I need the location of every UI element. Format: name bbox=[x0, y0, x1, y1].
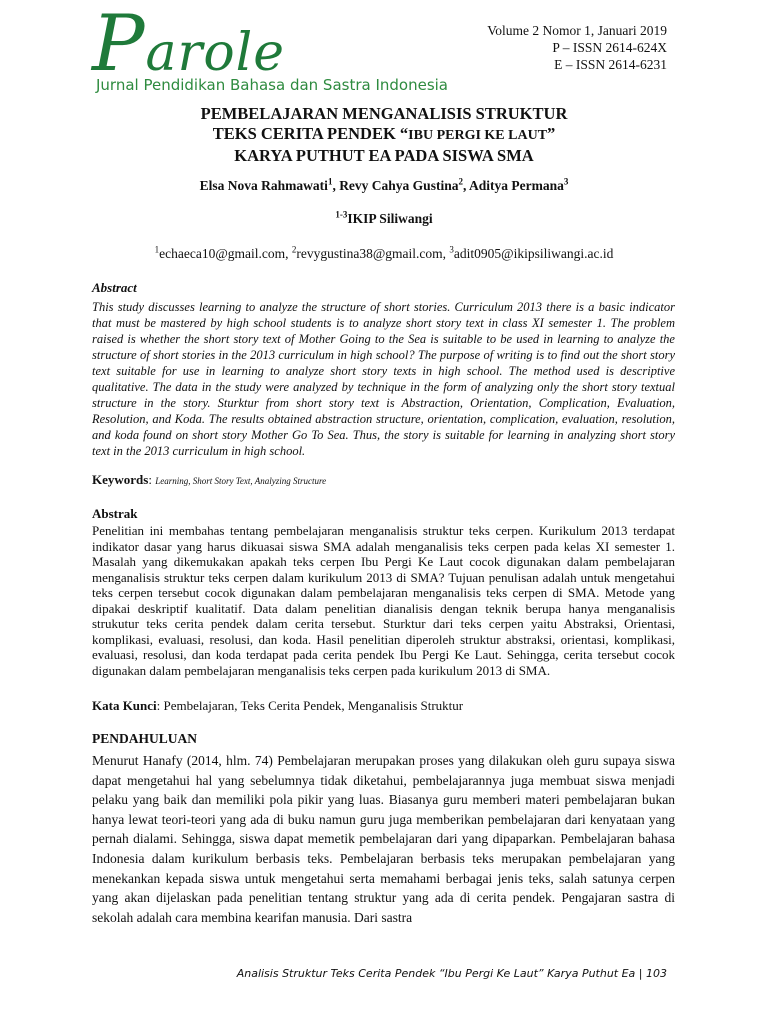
email-link: adit0905@ikipsiliwangi.ac.id bbox=[453, 246, 614, 261]
pendahuluan-heading: PENDAHULUAN bbox=[92, 731, 198, 746]
email-link: echaeca10@gmail.com, bbox=[159, 246, 292, 261]
title-line-1: PEMBELAJARAN MENGANALISIS STRUKTUR bbox=[200, 104, 568, 123]
pendahuluan-text: Menurut Hanafy (2014, hlm. 74) Pembelajaran merupakan proses yang dilakukan oleh guru supaya siswa dapat mengetahui hal yang sebelumnya tidak diketahui, pembelajarannya juga membuat siswa menjadi pelaku yang baik dan memiliki pola pikir yang luas. Biasanya guru memberi materi pembelajaran bukan hanya lewat teori-teori yang ada di buku namun guru juga memberikan pembelajaran dari kenyataan yang pernah dialami. Sehingga, siswa dapat memetik pembelajaran dari yang dipaparkan. Pembelajaran bahasa Indonesia dalam kurikulum berbasis teks. Pembelajaran berbasis teks merupakan pembelajaran yang menekankan kepada siswa untuk mengetahui serta memahami berbagai jenis teks, salah satunya cerpen yang akan dijelaskan pada penelitian tentang struktur yang ada di cerita pendek. Pengajaran sastra di sekolah adalah cara membina kearifan manusia. Dari sastra bbox=[92, 753, 675, 925]
abstract-heading: Abstract bbox=[92, 280, 137, 295]
journal-logo: Parole bbox=[92, 0, 286, 89]
issue-e-issn: E – ISSN 2614-6231 bbox=[554, 57, 667, 72]
title-line-3: KARYA PUTHUT EA PADA SISWA SMA bbox=[234, 146, 534, 165]
author-emails: $^1$echaeca10@gmail.com, $^2$revygustina38@gmail.com, $^3$adit0905@ikipsiliwangi.ac.id bbox=[154, 244, 614, 261]
abstrak-text: Penelitian ini membahas tentang pembelajaran menganalisis struktur teks cerpen. Kurikulum 2013 terdapat indikator dasar yang harus dikuasai siswa SMA adalah menganalisis teks cerpen pada kelas XI semester 1. Masalah yang dikemukakan apakah teks cerpen Ibu Pergi Ke Laut cocok digunakan dalam pembelajaran menganalisis struktur teks cerpen dalam kurikulum 2013 di SMA? Tujuan penulisan adalah untuk mengetahui teks cerpen tersebut cocok digunakan dalam pembelajaran menganalisis teks cerpen di SMA. Metode yang dipakai deskriptif kualitatif. Data dalam penelitian dianalisis dengan teknik berupa hanya menganalisis strukutur teks cerita pendek dalam cerita tersebut. Sturktur dari teks cerpen yaitu Abstraksi, Orientasi, komplikasi, evaluasi, resolusi, dan koda. Hasil penelitian diperoleh struktur abstraksi, orientasi, komplikasi, evaluasi, resolusi, dan koda terdapat pada cerita pendek Ibu Pergi Ke Laut. Sehingga, cerita tersebut cocok digunakan dalam pembelajaran menganalisis teks cerpen pada kurikulum 2013 di SMA. bbox=[92, 523, 675, 678]
issue-p-issn: P – ISSN 2614-624X bbox=[552, 40, 667, 55]
abstract-text: This study discusses learning to analyze the structure of short stories. Curriculum 2013 there is a basic indicator that must be mastered by high school students is to analyze short story text in class XI semester 1. The problem raised is whether the short story text of Mother Going to the Sea is suitable to be used in learning to analyze the structure of short stories in the 2013 curriculum in high school? The purpose of writing is to find out the short story text suitable for use in learning to analyze short story texts in high school. The method used is descriptive qualitative. The data in the study were analyzed by technique in the form of analyzing only the short story textual structure in the story. Sturktur from short story text is Abstraction, Orientation, Complication, Evaluation, Resolution, and Koda. The results obtained abstraction structure, orientation, complication, evaluation, resolution, and koda found on short story Mother Go To Sea. Thus, the story is suitable for learning in analyzing short story text in the 2013 curriculum in high school. bbox=[92, 300, 675, 458]
paper-title bbox=[0, 104, 768, 166]
kata-kunci: Kata Kunci: Pembelajaran, Teks Cerita Pendek, Menganalisis Struktur bbox=[92, 698, 464, 713]
issue-info bbox=[487, 22, 667, 73]
page-footer: Analisis Struktur Teks Cerita Pendek “Ibu Pergi Ke Laut” Karya Puthut Ea | 103 bbox=[236, 967, 667, 980]
abstrak-heading: Abstrak bbox=[92, 506, 138, 521]
title-line-2: TEKS CERITA PENDEK “IBU PERGI KE LAUT” bbox=[212, 124, 556, 143]
keywords: Keywords: Learning, Short Story Text, Analyzing Structure bbox=[92, 472, 327, 487]
journal-subtitle: Jurnal Pendidikan Bahasa dan Sastra Indonesia bbox=[96, 76, 449, 94]
issue-volume: Volume 2 Nomor 1, Januari 2019 bbox=[487, 23, 667, 38]
author-list: Elsa Nova Rahmawati$^1$, Revy Cahya Gustina$^2$, Aditya Permana$^3$ bbox=[199, 176, 569, 193]
affiliation: $^{1-3}$IKIP Siliwangi bbox=[335, 209, 433, 226]
email-link: revygustina38@gmail.com, bbox=[296, 246, 450, 261]
